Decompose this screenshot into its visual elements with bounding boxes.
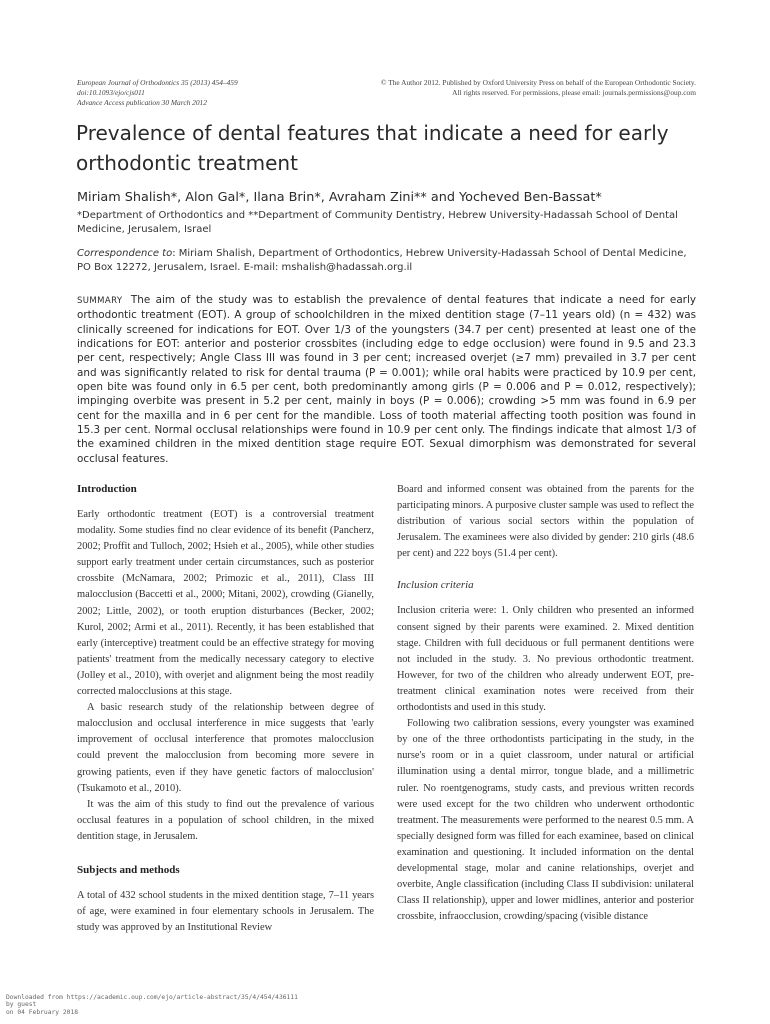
inclusion-criteria-heading: Inclusion criteria [397, 579, 474, 592]
examination-paragraph: Following two calibration sessions, every youngster was examined by one of the three orthodontists participating in the study, in the nurse's room or in a quiet classroom, under natural or artificial illumination using a dental mirror, tongue blade, and a millimetric ruler. No roentgenograms, study casts, and previous written records were used except for the two children who underwent orthodontic treatment. The measurements were performed to the nearest 0.5 mm. A specially designed form was filled for each examinee, based on clinical examination and questioning. It included information on the dental developmental stage, molar and canine relationships, overjet and overbite, Angle classification (including Class II subdivision: unilateral Class II relationship), upper and lower midlines, anterior and posterior crossbite, infraocclusion, crowding/spacing (visible distance [397, 718, 694, 923]
journal-advance-access: Advance Access publication 30 March 2012 [77, 98, 207, 107]
author-list: Miriam Shalish*, Alon Gal*, Ilana Brin*, Avraham Zini** and Yocheved Ben-Bassat* [77, 190, 602, 205]
download-source-link[interactable]: Downloaded from https://academic.oup.com/ejo/article-abstract/35/4/454/436111 [6, 994, 298, 1001]
consent-paragraph: Board and informed consent was obtained from the parents for the participating minors. A purposive cluster sample was used to reflect the distribution of various social sectors within the population of Jerusalem. The examinees were also divided by gender: 210 girls (48.6 per cent) and 222 boys (51.4 per cent). [397, 484, 694, 560]
affiliation: *Department of Orthodontics and **Department of Community Dentistry, Hebrew University-Hadassah School of Dental Medicine, Jerusalem, Israel [77, 210, 678, 235]
journal-line-1: European Journal of Orthodontics 35 (2013) 454–459 [77, 78, 238, 87]
correspondence-label: Correspondence to [77, 248, 173, 259]
left-column [77, 482, 374, 936]
right-column [397, 482, 694, 925]
inclusion-criteria-paragraph: Inclusion criteria were: 1. Only children who presented an informed consent signed by their parents were examined. 2. Mixed dentition stage. Children with full deciduous or full permanent dentitions were not included in the study. 3. No previous orthodontic treatment. However, for two of the children who already underwent EOT, pre-treatment clinical examination notes were received from their orthodontists and used in this study. [397, 605, 694, 714]
introduction-heading: Introduction [77, 483, 137, 495]
download-user: by guest [6, 1001, 37, 1009]
download-date: on 04 February 2018 [6, 1008, 79, 1016]
introduction-paragraph-1: Early orthodontic treatment (EOT) is a controversial treatment modality. Some studies find no clear evidence of its benefit (Pancherz, 2002; Proffit and Tulloch, 2002; Hsieh et al., 2005), while other studies support early treatment under certain circumstances, such as posterior crossbite (McNamara, 2002; Primozic et al., 2011), Class III malocclusion (Baccetti et al., 2000; Mitani, 2002), crowding (Gianelly, 2002; Little, 2002), or tooth eruption disturbances (Becker, 2002; Kurol, 2002; Armi et al., 2011). Recently, it has been established that early (interceptive) treatment could be an effective strategy for moving patients' treatment from the medically necessary category to elective (Jolley et al., 2010), with overjet and alignment being the most readily corrected malocclusions at this stage. [77, 509, 374, 698]
methods-paragraph-1: A total of 432 school students in the mixed dentition stage, 7–11 years of age, were examined in four elementary schools in Jerusalem. The study was approved by an Institutional Review [77, 889, 374, 934]
introduction-paragraph-2: A basic research study of the relationship between degree of malocclusion and occlusal interference in mice suggests that 'early improvement of occlusal interference that promotes malocclusion could prevent the malocclusion from becoming more severe in growing patients, even if they have genetic factors of malocclusion' (Tsukamoto et al., 2010). [77, 702, 374, 794]
abstract-text: The aim of the study was to establish the prevalence of dental features that indicate a need for early orthodontic treatment (EOT). A group of schoolchildren in the mixed dentition stage (7–11 years old) (n = 432) was clinically screened for indications for EOT. Over 1/3 of the youngsters (34.7 per cent) presented at least one of the indications for EOT: anterior and posterior crossbites (including edge to edge occlusion) were found in 9.5 and 23.3 per cent, respectively; Angle Class III was found in 3 per cent; increased overjet (≥7 mm) prevailed in 3.7 per cent and was significantly related to risk for dental trauma (P = 0.001); while oral habits were practiced by 10.9 per cent, open bite was found only in 6.5 per cent, both predominantly among girls (P = 0.006 and P = 0.012, respectively); impinging overbite was present in 5.2 per cent, mainly in boys (P = 0.006); crowding >5 mm was found in 6.9 per cent for the maxilla and in 6 per cent for the mandible. Loss of tooth material affecting tooth position was found in 15.3 per cent. Normal occlusal relationships were found in 10.9 per cent only. The findings indicate that almost 1/3 of the examined children in the mixed dentition stage require EOT. Sexual dimorphism was demonstrated for several occlusal features. [77, 294, 696, 465]
copyright-line-1: © The Author 2012. Published by Oxford University Press on behalf of the European Orthodontic Society. [380, 78, 696, 87]
article-title: Prevalence of dental features that indicate a need for early orthodontic treatment [76, 121, 669, 175]
correspondence-text: : Miriam Shalish, Department of Orthodontics, Hebrew University-Hadassah School of Dental Medicine, PO Box 12272, Jerusalem, Israel. E-mail: mshalish@hadassah.org.il [77, 248, 687, 273]
methods-heading: Subjects and methods [77, 863, 180, 876]
abstract [77, 293, 696, 466]
copyright-line-2: All rights reserved. For permissions, please email: journals.permissions@oup.com [452, 88, 696, 97]
journal-doi: doi:10.1093/ejo/cjs011 [77, 88, 145, 97]
download-footer [6, 994, 306, 1016]
introduction-paragraph-3: It was the aim of this study to find out the prevalence of various occlusal features in a population of school children, in the mixed dentition stage, in Jerusalem. [77, 798, 374, 842]
correspondence [77, 247, 697, 274]
copyright-notice [330, 78, 696, 98]
abstract-label: SUMMARY [77, 296, 123, 306]
